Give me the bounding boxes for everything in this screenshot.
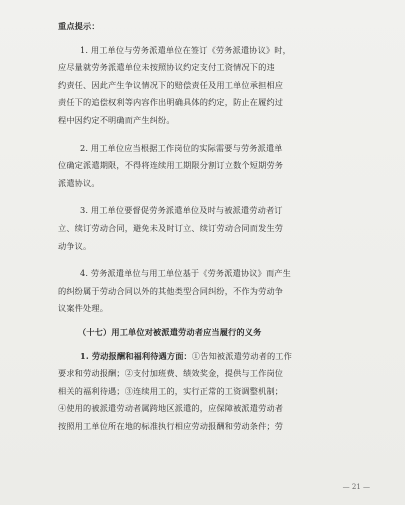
section-17-item-1 bbox=[58, 348, 363, 436]
point-2-paragraph bbox=[58, 140, 363, 193]
spacer bbox=[58, 130, 363, 140]
section-17-item-1-line: 相关的福利待遇；③连续用工的，实行正常的工资调整机制； bbox=[58, 385, 284, 396]
document-body bbox=[58, 18, 363, 435]
point-2-line: 派遣协议。 bbox=[58, 177, 100, 188]
point-4-line: 的纠纷属于劳动合同以外的其他类型合同纠纷，不作为劳动争 bbox=[58, 285, 284, 296]
spacer bbox=[58, 255, 363, 265]
point-4-paragraph bbox=[58, 265, 363, 318]
point-3-paragraph bbox=[58, 202, 363, 255]
point-2-line: 位确定派遣期限，不得将连续用工期限分割订立数个短期劳务 bbox=[58, 160, 284, 171]
point-1-line: 1. 用工单位与劳务派遣单位在签订《劳务派遣协议》时， bbox=[80, 44, 291, 55]
spacer bbox=[58, 192, 363, 202]
point-1-line: 程中因约定不明确而产生纠纷。 bbox=[58, 114, 175, 125]
point-4-line: 4. 劳务派遣单位与用工单位基于《劳务派遣协议》而产生 bbox=[80, 268, 291, 279]
point-1-line: 约责任、因此产生争议情况下的赔偿责任及用工单位承担相应 bbox=[58, 79, 284, 90]
key-points-heading: 重点提示： bbox=[58, 21, 100, 31]
section-17-heading: （十七）用工单位对被派遣劳动者应当履行的义务 bbox=[78, 326, 262, 337]
point-4-line: 议案件处理。 bbox=[58, 303, 109, 314]
point-3-line: 动争议。 bbox=[58, 240, 92, 251]
point-1-paragraph bbox=[58, 42, 363, 130]
section-17-item-1-line: ④使用的被派遣劳动者属跨地区派遣的，应保障被派遣劳动者 bbox=[58, 403, 284, 414]
point-3-line: 3. 用工单位要督促劳务派遣单位及时与被派遣劳动者订 bbox=[80, 205, 283, 216]
point-3-line: 立、续订劳动合同，避免未及时订立、续订劳动合同而发生劳 bbox=[58, 222, 284, 233]
page-number: — 21 — bbox=[342, 483, 370, 491]
point-1-line: 责任下的追偿权利等内容作出明确具体的约定，防止在履约过 bbox=[58, 97, 284, 108]
point-1-line: 应尽量就劳务派遣单位未按照协议约定支付工资情况下的违 bbox=[58, 62, 275, 73]
item-1-label: 1. 劳动报酬和福利待遇方面： bbox=[80, 350, 192, 361]
item-1-text: ①告知被派遣劳动者的工作 bbox=[191, 350, 292, 361]
section-17-item-1-first-line bbox=[58, 348, 363, 366]
point-2-line: 2. 用工单位应当根据工作岗位的实际需要与劳务派遣单 bbox=[80, 142, 283, 153]
section-17-item-1-line: 按照用工单位所在地的标准执行相应劳动报酬和劳动条件；劳 bbox=[58, 420, 284, 431]
section-17-item-1-line: 要求和劳动报酬；②支付加班费、绩效奖金，提供与工作岗位 bbox=[58, 368, 284, 379]
